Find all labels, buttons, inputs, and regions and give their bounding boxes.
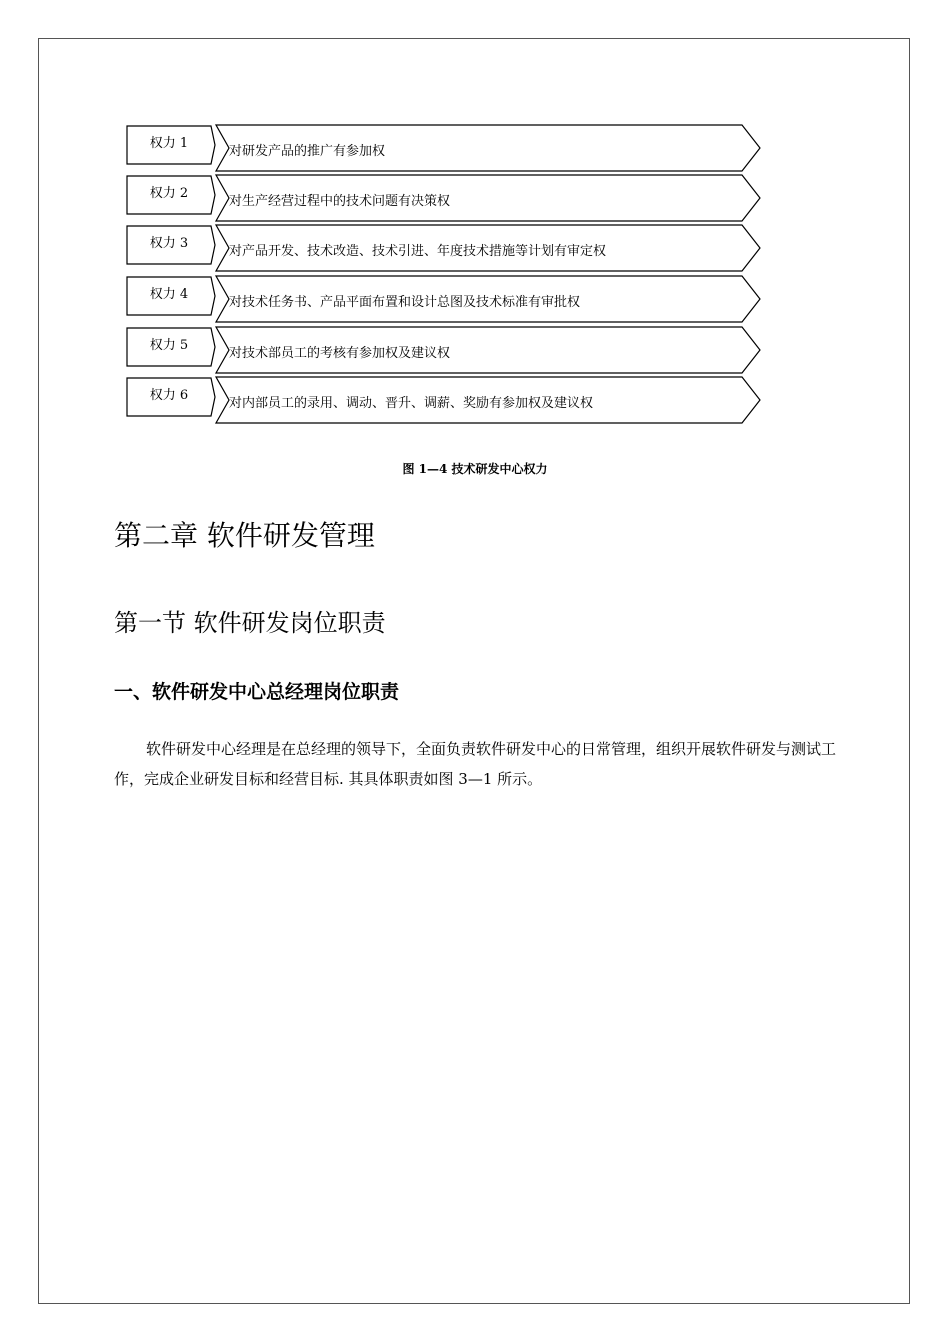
- power-label-6: 权力 6: [149, 388, 189, 403]
- subsection-title: 一、软件研发中心总经理岗位职责: [114, 681, 400, 703]
- power-text-2: 对生产经营过程中的技术问题有决策权: [229, 194, 451, 209]
- diagram-shapes: [0, 0, 950, 440]
- power-text-3: 对产品开发、技术改造、技术引进、年度技术措施等计划有审定权: [229, 244, 607, 259]
- figure-caption: 图 1—4 技术研发中心权力: [402, 462, 548, 476]
- power-text-6: 对内部员工的录用、调动、晋升、调薪、奖励有参加权及建议权: [229, 396, 594, 411]
- body-paragraph: 软件研发中心经理是在总经理的领导下，全面负责软件研发中心的日常管理，组织开展软件研发与测试工作，完成企业研发目标和经营目标. 其具体职责如图 3—1 所示。: [114, 740, 837, 788]
- power-text-4: 对技术任务书、产品平面布置和设计总图及技术标准有审批权: [229, 295, 581, 310]
- power-label-5: 权力 5: [149, 338, 189, 353]
- power-text-1: 对研发产品的推广有参加权: [229, 144, 386, 159]
- power-label-4: 权力 4: [149, 287, 189, 302]
- power-label-3: 权力 3: [149, 236, 189, 251]
- power-label-2: 权力 2: [149, 186, 189, 201]
- power-label-1: 权力 1: [149, 136, 189, 151]
- power-text-5: 对技术部员工的考核有参加权及建议权: [229, 346, 451, 361]
- chapter-title: 第二章 软件研发管理: [114, 519, 375, 552]
- section-title: 第一节 软件研发岗位职责: [114, 609, 386, 637]
